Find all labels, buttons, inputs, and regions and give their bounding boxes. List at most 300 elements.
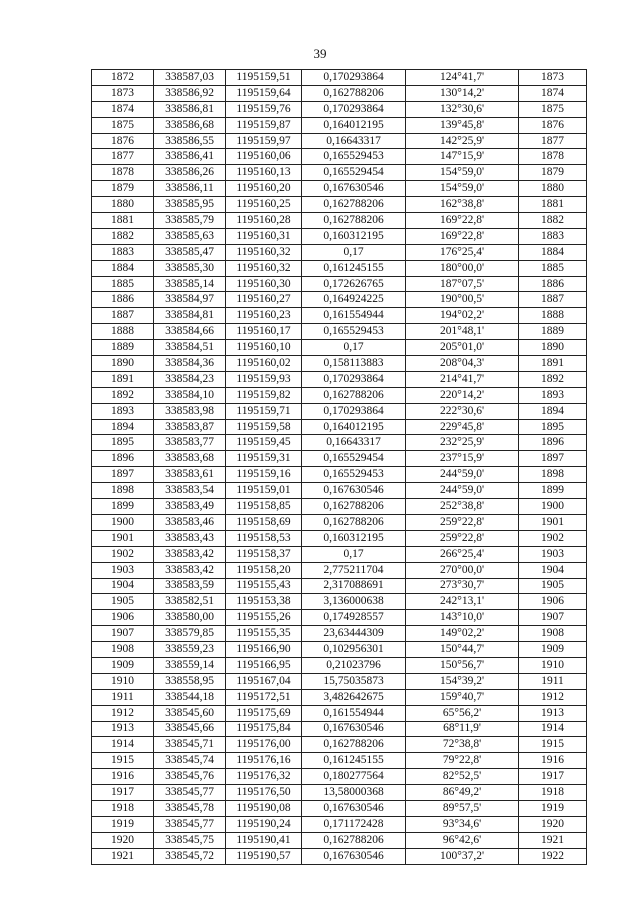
bearing-cell: 150°56,7'	[406, 657, 519, 673]
x-coordinate-cell: 338545,78	[154, 800, 226, 816]
distance-cell: 15,75035873	[302, 673, 406, 689]
bearing-cell: 194°02,2'	[406, 308, 519, 324]
bearing-cell: 143°10,0'	[406, 610, 519, 626]
next-point-cell: 1918	[519, 785, 587, 801]
distance-cell: 0,165529453	[302, 467, 406, 483]
next-point-cell: 1874	[519, 85, 587, 101]
distance-cell: 0,164924225	[302, 292, 406, 308]
x-coordinate-cell: 338584,66	[154, 324, 226, 340]
y-coordinate-cell: 1195175,84	[226, 721, 302, 737]
point-number-cell: 1914	[92, 737, 154, 753]
distance-cell: 0,164012195	[302, 117, 406, 133]
y-coordinate-cell: 1195190,41	[226, 832, 302, 848]
x-coordinate-cell: 338545,72	[154, 848, 226, 864]
bearing-cell: 149°02,2'	[406, 626, 519, 642]
table-row	[92, 530, 587, 546]
x-coordinate-cell: 338558,95	[154, 673, 226, 689]
x-coordinate-cell: 338559,14	[154, 657, 226, 673]
distance-cell: 0,17	[302, 244, 406, 260]
table-row	[92, 800, 587, 816]
x-coordinate-cell: 338545,75	[154, 832, 226, 848]
table-row	[92, 514, 587, 530]
x-coordinate-cell: 338580,00	[154, 610, 226, 626]
distance-cell: 0,170293864	[302, 101, 406, 117]
bearing-cell: 242°13,1'	[406, 594, 519, 610]
bearing-cell: 82°52,5'	[406, 769, 519, 785]
bearing-cell: 65°56,2'	[406, 705, 519, 721]
x-coordinate-cell: 338584,97	[154, 292, 226, 308]
bearing-cell: 150°44,7'	[406, 642, 519, 658]
y-coordinate-cell: 1195166,90	[226, 642, 302, 658]
table-row	[92, 705, 587, 721]
point-number-cell: 1880	[92, 197, 154, 213]
table-row	[92, 562, 587, 578]
bearing-cell: 266°25,4'	[406, 546, 519, 562]
next-point-cell: 1896	[519, 435, 587, 451]
bearing-cell: 132°30,6'	[406, 101, 519, 117]
next-point-cell: 1901	[519, 514, 587, 530]
y-coordinate-cell: 1195159,71	[226, 403, 302, 419]
distance-cell: 0,165529453	[302, 324, 406, 340]
distance-cell: 0,16643317	[302, 435, 406, 451]
next-point-cell: 1893	[519, 387, 587, 403]
distance-cell: 0,167630546	[302, 181, 406, 197]
table-row	[92, 371, 587, 387]
y-coordinate-cell: 1195158,69	[226, 514, 302, 530]
table-row	[92, 292, 587, 308]
bearing-cell: 244°59,0'	[406, 467, 519, 483]
table-row	[92, 673, 587, 689]
next-point-cell: 1908	[519, 626, 587, 642]
point-number-cell: 1885	[92, 276, 154, 292]
distance-cell: 0,16643317	[302, 133, 406, 149]
table-row	[92, 467, 587, 483]
next-point-cell: 1879	[519, 165, 587, 181]
y-coordinate-cell: 1195160,20	[226, 181, 302, 197]
distance-cell: 0,170293864	[302, 371, 406, 387]
y-coordinate-cell: 1195160,17	[226, 324, 302, 340]
table-row	[92, 197, 587, 213]
point-number-cell: 1910	[92, 673, 154, 689]
next-point-cell: 1891	[519, 356, 587, 372]
x-coordinate-cell: 338583,46	[154, 514, 226, 530]
table-row	[92, 848, 587, 864]
distance-cell: 0,167630546	[302, 483, 406, 499]
point-number-cell: 1891	[92, 371, 154, 387]
distance-cell: 0,162788206	[302, 832, 406, 848]
distance-cell: 0,17	[302, 546, 406, 562]
point-number-cell: 1901	[92, 530, 154, 546]
distance-cell: 0,162788206	[302, 213, 406, 229]
table-row	[92, 451, 587, 467]
point-number-cell: 1894	[92, 419, 154, 435]
x-coordinate-cell: 338545,77	[154, 816, 226, 832]
bearing-cell: 169°22,8'	[406, 228, 519, 244]
y-coordinate-cell: 1195159,82	[226, 387, 302, 403]
y-coordinate-cell: 1195159,64	[226, 85, 302, 101]
next-point-cell: 1882	[519, 213, 587, 229]
table-row	[92, 419, 587, 435]
distance-cell: 0,164012195	[302, 419, 406, 435]
point-number-cell: 1897	[92, 467, 154, 483]
coordinates-table	[91, 69, 587, 865]
distance-cell: 0,161554944	[302, 308, 406, 324]
x-coordinate-cell: 338583,77	[154, 435, 226, 451]
point-number-cell: 1892	[92, 387, 154, 403]
next-point-cell: 1889	[519, 324, 587, 340]
table-row	[92, 737, 587, 753]
distance-cell: 0,21023796	[302, 657, 406, 673]
distance-cell: 13,58000368	[302, 785, 406, 801]
next-point-cell: 1885	[519, 260, 587, 276]
x-coordinate-cell: 338586,81	[154, 101, 226, 117]
next-point-cell: 1912	[519, 689, 587, 705]
y-coordinate-cell: 1195176,50	[226, 785, 302, 801]
next-point-cell: 1875	[519, 101, 587, 117]
point-number-cell: 1915	[92, 753, 154, 769]
x-coordinate-cell: 338585,63	[154, 228, 226, 244]
bearing-cell: 79°22,8'	[406, 753, 519, 769]
point-number-cell: 1876	[92, 133, 154, 149]
next-point-cell: 1898	[519, 467, 587, 483]
table-row	[92, 181, 587, 197]
point-number-cell: 1889	[92, 340, 154, 356]
distance-cell: 0,160312195	[302, 530, 406, 546]
distance-cell: 0,165529454	[302, 451, 406, 467]
next-point-cell: 1880	[519, 181, 587, 197]
y-coordinate-cell: 1195160,25	[226, 197, 302, 213]
point-number-cell: 1902	[92, 546, 154, 562]
x-coordinate-cell: 338583,59	[154, 578, 226, 594]
distance-cell: 0,167630546	[302, 800, 406, 816]
table-row	[92, 149, 587, 165]
point-number-cell: 1919	[92, 816, 154, 832]
table-row	[92, 387, 587, 403]
x-coordinate-cell: 338583,49	[154, 499, 226, 515]
point-number-cell: 1872	[92, 70, 154, 86]
point-number-cell: 1899	[92, 499, 154, 515]
bearing-cell: 162°38,8'	[406, 197, 519, 213]
distance-cell: 0,165529454	[302, 165, 406, 181]
y-coordinate-cell: 1195155,43	[226, 578, 302, 594]
x-coordinate-cell: 338586,55	[154, 133, 226, 149]
x-coordinate-cell: 338585,47	[154, 244, 226, 260]
next-point-cell: 1892	[519, 371, 587, 387]
x-coordinate-cell: 338586,92	[154, 85, 226, 101]
table-row	[92, 657, 587, 673]
bearing-cell: 159°40,7'	[406, 689, 519, 705]
distance-cell: 0,162788206	[302, 737, 406, 753]
distance-cell: 0,158113883	[302, 356, 406, 372]
distance-cell: 0,160312195	[302, 228, 406, 244]
bearing-cell: 259°22,8'	[406, 530, 519, 546]
y-coordinate-cell: 1195159,01	[226, 483, 302, 499]
y-coordinate-cell: 1195159,58	[226, 419, 302, 435]
point-number-cell: 1907	[92, 626, 154, 642]
y-coordinate-cell: 1195172,51	[226, 689, 302, 705]
y-coordinate-cell: 1195155,26	[226, 610, 302, 626]
x-coordinate-cell: 338545,77	[154, 785, 226, 801]
table-row	[92, 546, 587, 562]
next-point-cell: 1921	[519, 832, 587, 848]
x-coordinate-cell: 338545,74	[154, 753, 226, 769]
table-row	[92, 832, 587, 848]
next-point-cell: 1906	[519, 594, 587, 610]
y-coordinate-cell: 1195175,69	[226, 705, 302, 721]
y-coordinate-cell: 1195160,32	[226, 244, 302, 260]
point-number-cell: 1903	[92, 562, 154, 578]
x-coordinate-cell: 338583,54	[154, 483, 226, 499]
next-point-cell: 1914	[519, 721, 587, 737]
next-point-cell: 1897	[519, 451, 587, 467]
next-point-cell: 1888	[519, 308, 587, 324]
point-number-cell: 1873	[92, 85, 154, 101]
y-coordinate-cell: 1195176,32	[226, 769, 302, 785]
x-coordinate-cell: 338559,23	[154, 642, 226, 658]
table-row	[92, 70, 587, 86]
point-number-cell: 1893	[92, 403, 154, 419]
distance-cell: 3,136000638	[302, 594, 406, 610]
table-row	[92, 324, 587, 340]
bearing-cell: 96°42,6'	[406, 832, 519, 848]
bearing-cell: 154°39,2'	[406, 673, 519, 689]
point-number-cell: 1912	[92, 705, 154, 721]
next-point-cell: 1900	[519, 499, 587, 515]
x-coordinate-cell: 338583,42	[154, 546, 226, 562]
point-number-cell: 1909	[92, 657, 154, 673]
x-coordinate-cell: 338583,98	[154, 403, 226, 419]
y-coordinate-cell: 1195158,20	[226, 562, 302, 578]
next-point-cell: 1917	[519, 769, 587, 785]
point-number-cell: 1886	[92, 292, 154, 308]
distance-cell: 0,162788206	[302, 197, 406, 213]
y-coordinate-cell: 1195190,08	[226, 800, 302, 816]
next-point-cell: 1909	[519, 642, 587, 658]
next-point-cell: 1876	[519, 117, 587, 133]
y-coordinate-cell: 1195176,00	[226, 737, 302, 753]
distance-cell: 3,482642675	[302, 689, 406, 705]
bearing-cell: 68°11,9'	[406, 721, 519, 737]
x-coordinate-cell: 338583,42	[154, 562, 226, 578]
x-coordinate-cell: 338544,18	[154, 689, 226, 705]
table-row	[92, 642, 587, 658]
point-number-cell: 1878	[92, 165, 154, 181]
y-coordinate-cell: 1195159,51	[226, 70, 302, 86]
x-coordinate-cell: 338545,76	[154, 769, 226, 785]
table-row	[92, 165, 587, 181]
next-point-cell: 1884	[519, 244, 587, 260]
point-number-cell: 1900	[92, 514, 154, 530]
next-point-cell: 1916	[519, 753, 587, 769]
table-row	[92, 213, 587, 229]
next-point-cell: 1877	[519, 133, 587, 149]
bearing-cell: 190°00,5'	[406, 292, 519, 308]
point-number-cell: 1874	[92, 101, 154, 117]
y-coordinate-cell: 1195166,95	[226, 657, 302, 673]
y-coordinate-cell: 1195158,85	[226, 499, 302, 515]
x-coordinate-cell: 338586,26	[154, 165, 226, 181]
next-point-cell: 1922	[519, 848, 587, 864]
point-number-cell: 1890	[92, 356, 154, 372]
distance-cell: 0,167630546	[302, 721, 406, 737]
next-point-cell: 1886	[519, 276, 587, 292]
bearing-cell: 222°30,6'	[406, 403, 519, 419]
y-coordinate-cell: 1195160,30	[226, 276, 302, 292]
point-number-cell: 1883	[92, 244, 154, 260]
table-row	[92, 610, 587, 626]
next-point-cell: 1894	[519, 403, 587, 419]
table-row	[92, 785, 587, 801]
bearing-cell: 270°00,0'	[406, 562, 519, 578]
bearing-cell: 139°45,8'	[406, 117, 519, 133]
bearing-cell: 142°25,9'	[406, 133, 519, 149]
table-row	[92, 816, 587, 832]
point-number-cell: 1896	[92, 451, 154, 467]
bearing-cell: 154°59,0'	[406, 181, 519, 197]
distance-cell: 0,171172428	[302, 816, 406, 832]
bearing-cell: 180°00,0'	[406, 260, 519, 276]
bearing-cell: 273°30,7'	[406, 578, 519, 594]
point-number-cell: 1895	[92, 435, 154, 451]
point-number-cell: 1906	[92, 610, 154, 626]
point-number-cell: 1917	[92, 785, 154, 801]
bearing-cell: 205°01,0'	[406, 340, 519, 356]
point-number-cell: 1877	[92, 149, 154, 165]
next-point-cell: 1883	[519, 228, 587, 244]
table-row	[92, 594, 587, 610]
distance-cell: 0,174928557	[302, 610, 406, 626]
x-coordinate-cell: 338585,30	[154, 260, 226, 276]
y-coordinate-cell: 1195158,53	[226, 530, 302, 546]
point-number-cell: 1921	[92, 848, 154, 864]
distance-cell: 0,170293864	[302, 70, 406, 86]
point-number-cell: 1888	[92, 324, 154, 340]
y-coordinate-cell: 1195160,27	[226, 292, 302, 308]
next-point-cell: 1915	[519, 737, 587, 753]
point-number-cell: 1911	[92, 689, 154, 705]
x-coordinate-cell: 338585,14	[154, 276, 226, 292]
y-coordinate-cell: 1195190,24	[226, 816, 302, 832]
distance-cell: 23,63444309	[302, 626, 406, 642]
point-number-cell: 1875	[92, 117, 154, 133]
point-number-cell: 1908	[92, 642, 154, 658]
point-number-cell: 1916	[92, 769, 154, 785]
y-coordinate-cell: 1195159,31	[226, 451, 302, 467]
bearing-cell: 220°14,2'	[406, 387, 519, 403]
bearing-cell: 214°41,7'	[406, 371, 519, 387]
bearing-cell: 259°22,8'	[406, 514, 519, 530]
next-point-cell: 1902	[519, 530, 587, 546]
x-coordinate-cell: 338585,79	[154, 213, 226, 229]
distance-cell: 0,170293864	[302, 403, 406, 419]
bearing-cell: 86°49,2'	[406, 785, 519, 801]
y-coordinate-cell: 1195160,06	[226, 149, 302, 165]
next-point-cell: 1878	[519, 149, 587, 165]
next-point-cell: 1873	[519, 70, 587, 86]
bearing-cell: 244°59,0'	[406, 483, 519, 499]
distance-cell: 0,162788206	[302, 85, 406, 101]
x-coordinate-cell: 338585,95	[154, 197, 226, 213]
x-coordinate-cell: 338586,11	[154, 181, 226, 197]
x-coordinate-cell: 338583,61	[154, 467, 226, 483]
table-row	[92, 133, 587, 149]
bearing-cell: 187°07,5'	[406, 276, 519, 292]
x-coordinate-cell: 338583,43	[154, 530, 226, 546]
bearing-cell: 124°41,7'	[406, 70, 519, 86]
point-number-cell: 1884	[92, 260, 154, 276]
x-coordinate-cell: 338584,51	[154, 340, 226, 356]
next-point-cell: 1881	[519, 197, 587, 213]
table-row	[92, 244, 587, 260]
bearing-cell: 232°25,9'	[406, 435, 519, 451]
table-row	[92, 721, 587, 737]
next-point-cell: 1907	[519, 610, 587, 626]
point-number-cell: 1913	[92, 721, 154, 737]
point-number-cell: 1898	[92, 483, 154, 499]
point-number-cell: 1920	[92, 832, 154, 848]
table-row	[92, 356, 587, 372]
y-coordinate-cell: 1195160,23	[226, 308, 302, 324]
point-number-cell: 1904	[92, 578, 154, 594]
table-row	[92, 276, 587, 292]
distance-cell: 0,162788206	[302, 514, 406, 530]
x-coordinate-cell: 338586,68	[154, 117, 226, 133]
y-coordinate-cell: 1195190,57	[226, 848, 302, 864]
next-point-cell: 1904	[519, 562, 587, 578]
point-number-cell: 1905	[92, 594, 154, 610]
y-coordinate-cell: 1195153,38	[226, 594, 302, 610]
x-coordinate-cell: 338586,41	[154, 149, 226, 165]
x-coordinate-cell: 338545,71	[154, 737, 226, 753]
point-number-cell: 1879	[92, 181, 154, 197]
x-coordinate-cell: 338584,10	[154, 387, 226, 403]
x-coordinate-cell: 338579,85	[154, 626, 226, 642]
distance-cell: 0,167630546	[302, 848, 406, 864]
y-coordinate-cell: 1195176,16	[226, 753, 302, 769]
y-coordinate-cell: 1195155,35	[226, 626, 302, 642]
bearing-cell: 252°38,8'	[406, 499, 519, 515]
x-coordinate-cell: 338583,68	[154, 451, 226, 467]
table-row	[92, 689, 587, 705]
table-body	[92, 70, 587, 865]
next-point-cell: 1905	[519, 578, 587, 594]
x-coordinate-cell: 338545,66	[154, 721, 226, 737]
table-row	[92, 101, 587, 117]
next-point-cell: 1913	[519, 705, 587, 721]
bearing-cell: 154°59,0'	[406, 165, 519, 181]
table-row	[92, 769, 587, 785]
table-row	[92, 403, 587, 419]
distance-cell: 0,161245155	[302, 260, 406, 276]
x-coordinate-cell: 338584,81	[154, 308, 226, 324]
table-row	[92, 435, 587, 451]
table-row	[92, 483, 587, 499]
x-coordinate-cell: 338584,36	[154, 356, 226, 372]
next-point-cell: 1911	[519, 673, 587, 689]
y-coordinate-cell: 1195159,93	[226, 371, 302, 387]
bearing-cell: 201°48,1'	[406, 324, 519, 340]
y-coordinate-cell: 1195160,10	[226, 340, 302, 356]
y-coordinate-cell: 1195159,76	[226, 101, 302, 117]
next-point-cell: 1895	[519, 419, 587, 435]
y-coordinate-cell: 1195159,16	[226, 467, 302, 483]
distance-cell: 0,162788206	[302, 499, 406, 515]
x-coordinate-cell: 338582,51	[154, 594, 226, 610]
distance-cell: 0,165529453	[302, 149, 406, 165]
point-number-cell: 1882	[92, 228, 154, 244]
bearing-cell: 72°38,8'	[406, 737, 519, 753]
point-number-cell: 1887	[92, 308, 154, 324]
